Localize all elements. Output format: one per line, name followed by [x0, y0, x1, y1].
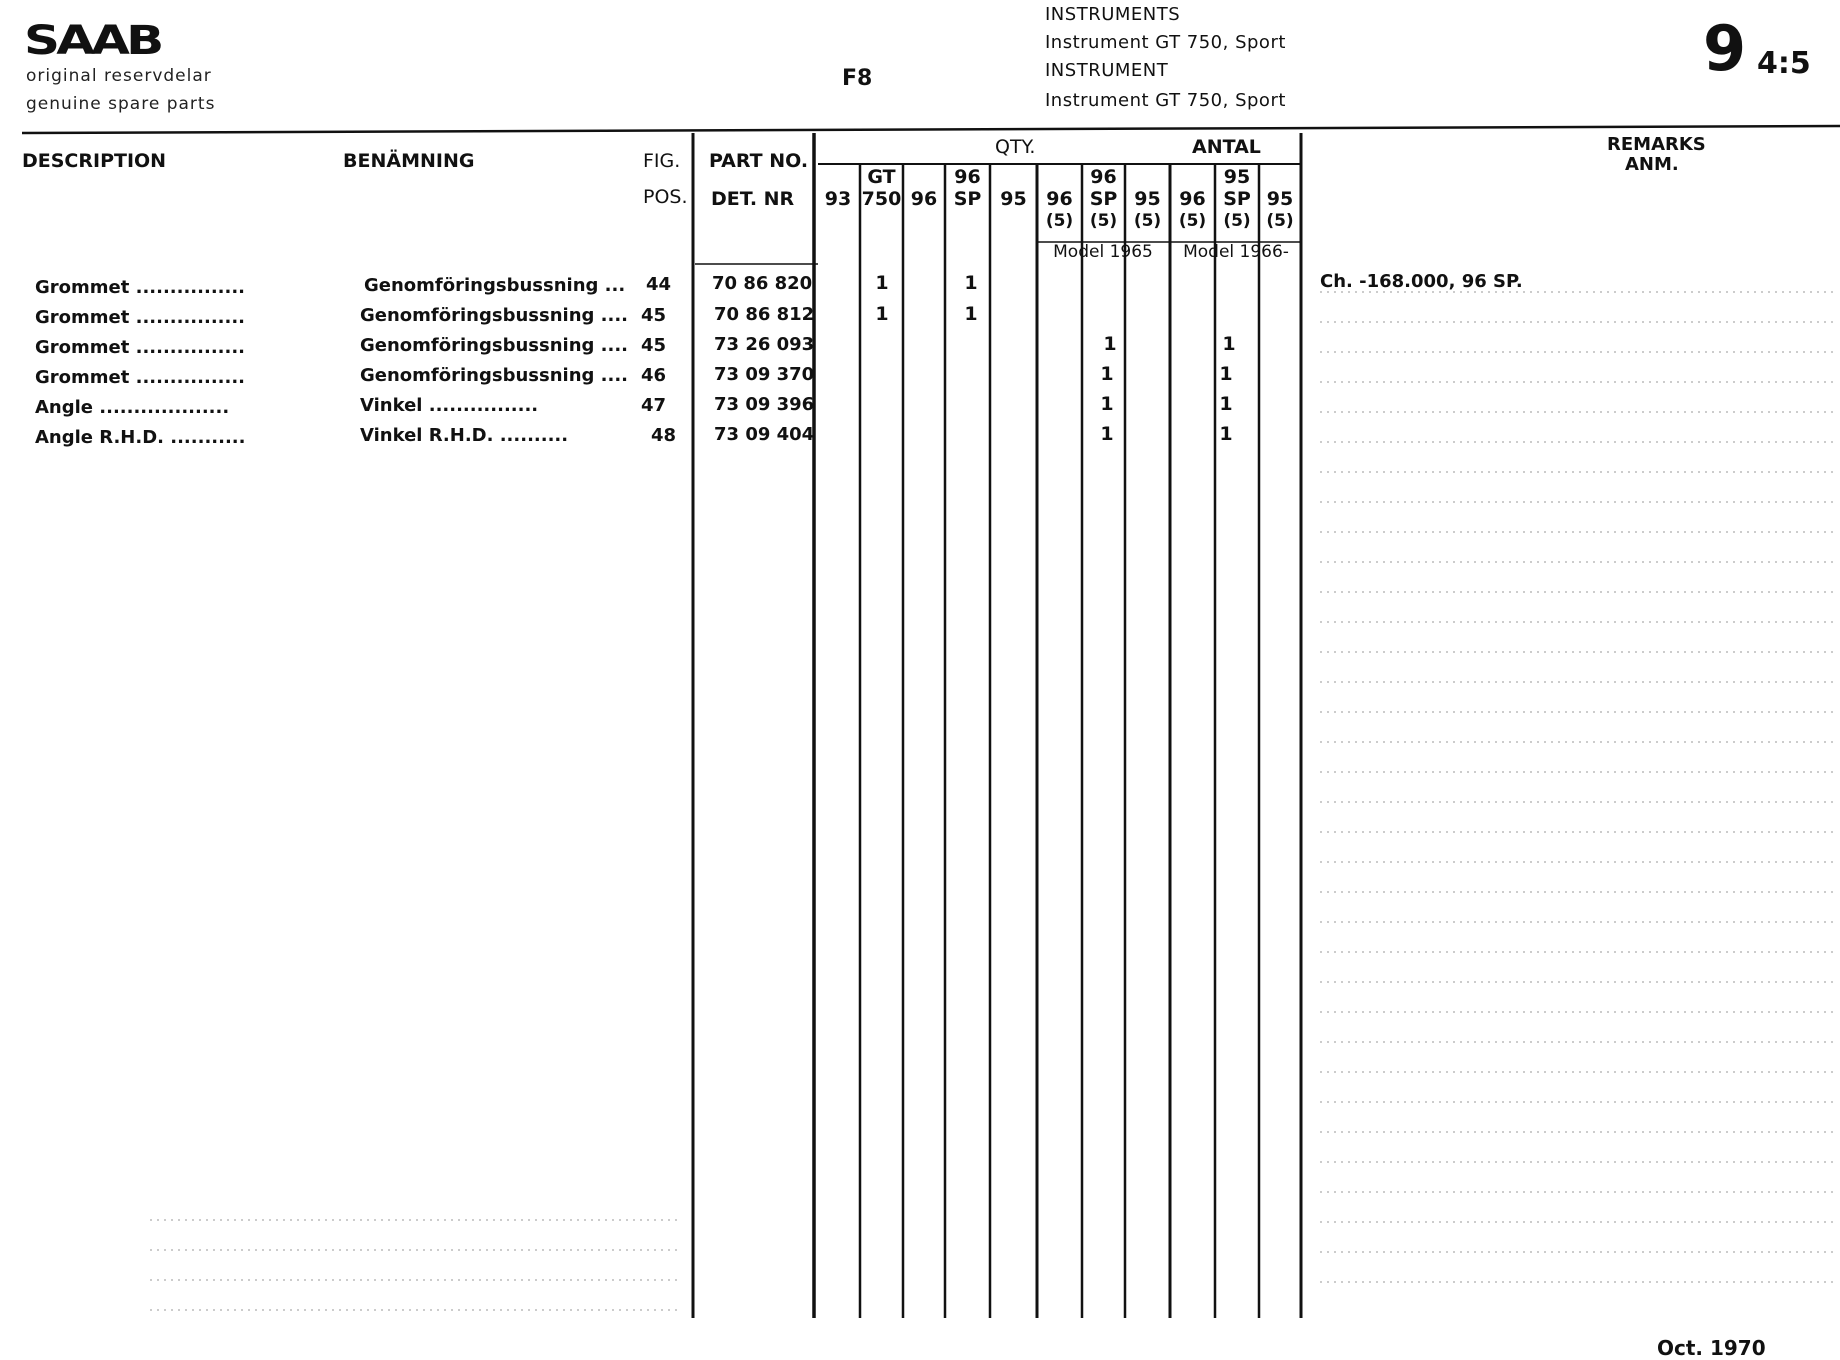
row-qty-96sp: 1	[964, 303, 978, 325]
page-number: 9	[1703, 12, 1747, 85]
row-description: Grommet ................	[35, 367, 246, 388]
subtitle-swedish: original reservdelar	[26, 66, 212, 86]
row-benamning: Genomföringsbussning ....	[360, 335, 629, 356]
row-qty-gt750: 1	[875, 272, 889, 294]
row-pos: 45	[641, 335, 667, 356]
part-no-header: PART NO.	[709, 150, 809, 172]
model-col-96-5-1966: 96 (5)	[1178, 188, 1207, 231]
row-benamning: Genomföringsbussning ....	[360, 365, 629, 386]
row-description: Angle R.H.D. ...........	[35, 427, 246, 448]
model-1965-label: Model 1965	[1053, 242, 1153, 262]
model-col-96sp: 96 SP	[953, 166, 982, 210]
row-part-no: 73 09 370	[714, 364, 815, 385]
print-date: Oct. 1970	[1657, 1336, 1766, 1360]
description-header: DESCRIPTION	[22, 150, 167, 172]
title-line-1: INSTRUMENTS	[1045, 4, 1181, 25]
model-col-96sp-5-1965: 96 SP (5)	[1089, 166, 1118, 231]
row-benamning: Genomföringsbussning ...	[364, 275, 626, 296]
model-col-93: 93	[824, 188, 852, 210]
row-part-no: 73 09 396	[714, 394, 815, 415]
model-col-gt750: GT 750	[861, 166, 902, 210]
benamning-header: BENÄMNING	[343, 150, 475, 172]
row-qty-96sp-5-1965: 1	[1103, 333, 1117, 355]
row-part-no: 70 86 812	[714, 304, 815, 325]
figure-code: F8	[842, 66, 873, 91]
row-qty-gt750: 1	[875, 303, 889, 325]
row-part-no: 73 26 093	[714, 334, 815, 355]
qty-header: QTY.	[995, 136, 1036, 158]
pos-header: POS.	[643, 186, 688, 208]
model-col-95sp-5-1966: 95 SP (5)	[1223, 166, 1251, 231]
row-description: Grommet ................	[35, 277, 246, 298]
antal-header: ANTAL	[1192, 136, 1261, 158]
remarks-header: REMARKS	[1607, 134, 1706, 155]
anm-header: ANM.	[1625, 154, 1679, 175]
row-pos: 47	[641, 395, 667, 416]
model-1966-label: Model 1966-	[1183, 242, 1289, 262]
row-benamning: Genomföringsbussning ....	[360, 305, 629, 326]
row-qty-96sp-5-1965: 1	[1100, 423, 1114, 445]
row-qty-95sp-5-1966: 1	[1222, 333, 1236, 355]
title-line-3: INSTRUMENT	[1045, 60, 1169, 81]
row-qty-95sp-5-1966: 1	[1219, 423, 1233, 445]
page-subnumber: 4:5	[1757, 46, 1811, 81]
row-description: Angle ...................	[35, 397, 230, 418]
row-qty-96sp-5-1965: 1	[1100, 393, 1114, 415]
model-col-95-5-1966: 95 (5)	[1266, 188, 1294, 231]
row-description: Grommet ................	[35, 307, 246, 328]
model-col-96-5-1965: 96 (5)	[1045, 188, 1074, 231]
row-benamning: Vinkel R.H.D. ..........	[360, 425, 569, 446]
row-pos: 44	[646, 274, 672, 295]
row-pos: 45	[641, 305, 667, 326]
title-line-2: Instrument GT 750, Sport	[1045, 32, 1286, 53]
model-col-95-5-1965: 95 (5)	[1133, 188, 1162, 231]
row-description: Grommet ................	[35, 337, 246, 358]
saab-logo: SAAB	[24, 18, 161, 64]
fig-header: FIG.	[643, 150, 681, 172]
title-line-4: Instrument GT 750, Sport	[1045, 90, 1286, 111]
model-col-96: 96	[910, 188, 938, 210]
row-qty-96sp: 1	[964, 272, 978, 294]
row-qty-95sp-5-1966: 1	[1219, 393, 1233, 415]
model-col-95: 95	[1000, 188, 1027, 210]
row-qty-96sp-5-1965: 1	[1100, 363, 1114, 385]
row-remark: Ch. -168.000, 96 SP.	[1320, 271, 1523, 292]
row-pos: 46	[641, 365, 667, 386]
det-nr-header: DET. NR	[711, 188, 795, 210]
row-benamning: Vinkel ................	[360, 395, 539, 416]
row-part-no: 73 09 404	[714, 424, 815, 445]
row-qty-95sp-5-1966: 1	[1219, 363, 1233, 385]
row-part-no: 70 86 820	[712, 273, 813, 294]
row-pos: 48	[651, 425, 677, 446]
subtitle-english: genuine spare parts	[26, 94, 216, 114]
